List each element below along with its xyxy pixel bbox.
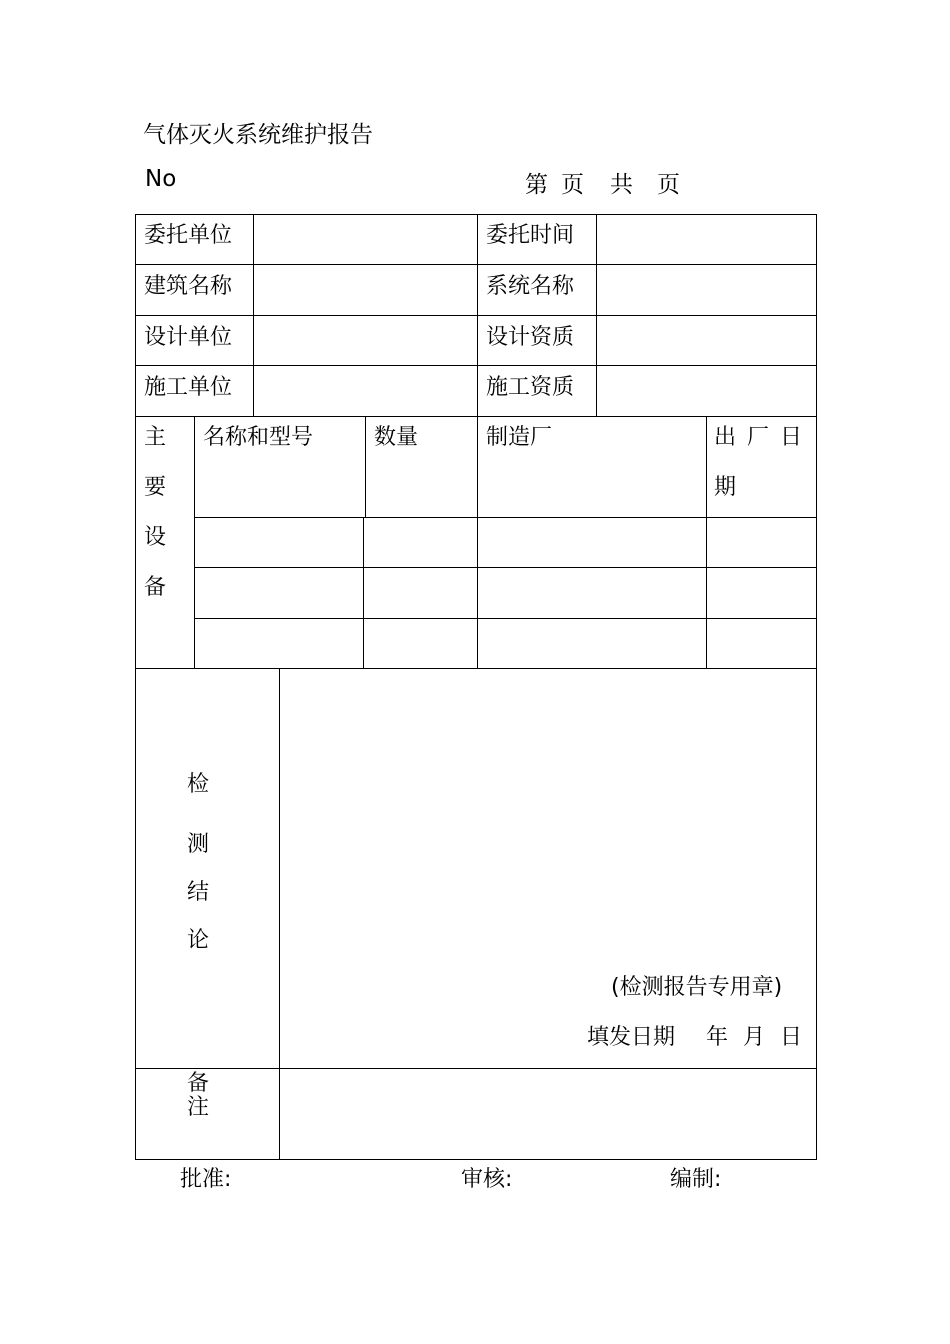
remarks-side-label-1: 备	[187, 1071, 210, 1096]
equipment-side-label-4: 备	[144, 575, 167, 600]
building-name-label: 建筑名称	[144, 274, 233, 299]
page-label-ye: 页	[561, 172, 584, 198]
prepare-label: 编制:	[670, 1167, 722, 1192]
manufacturer-header: 制造厂	[486, 425, 553, 450]
equipment-side-label-1: 主	[144, 425, 167, 450]
issue-date-year: 年	[706, 1025, 729, 1050]
report-title: 气体灭火系统维护报告	[143, 122, 373, 148]
issue-date-month: 月	[743, 1025, 766, 1050]
system-name-label: 系统名称	[486, 274, 575, 299]
equipment-side-label-3: 设	[144, 525, 167, 550]
design-unit-label: 设计单位	[144, 325, 233, 350]
review-label: 审核:	[461, 1167, 513, 1192]
client-time-label: 委托时间	[486, 223, 575, 248]
conclusion-side-label-1: 检	[187, 772, 210, 797]
conclusion-side-label-2: 测	[187, 832, 210, 857]
design-qualification-label: 设计资质	[486, 325, 575, 350]
remarks-side-label-2: 注	[187, 1095, 210, 1120]
page-label-ye-total: 页	[657, 172, 680, 198]
issue-date-label: 填发日期	[587, 1025, 676, 1050]
issue-date-day: 日	[780, 1025, 803, 1050]
factory-date-header-cont: 期	[714, 475, 737, 500]
approve-label: 批准:	[180, 1167, 232, 1192]
construction-qualification-label: 施工资质	[486, 375, 575, 400]
stamp-label: (检测报告专用章)	[611, 975, 783, 1000]
conclusion-side-label-4: 论	[187, 928, 210, 953]
quantity-header: 数量	[374, 425, 419, 450]
construction-unit-label: 施工单位	[144, 375, 233, 400]
equipment-side-label-2: 要	[144, 475, 167, 500]
page-label-di: 第	[525, 172, 548, 198]
page-label-gong: 共	[610, 172, 633, 198]
conclusion-side-label-3: 结	[187, 880, 210, 905]
report-number-label: No	[145, 166, 177, 192]
name-model-header: 名称和型号	[203, 425, 314, 450]
factory-date-header: 出 厂 日	[714, 425, 802, 450]
client-unit-label: 委托单位	[144, 223, 233, 248]
